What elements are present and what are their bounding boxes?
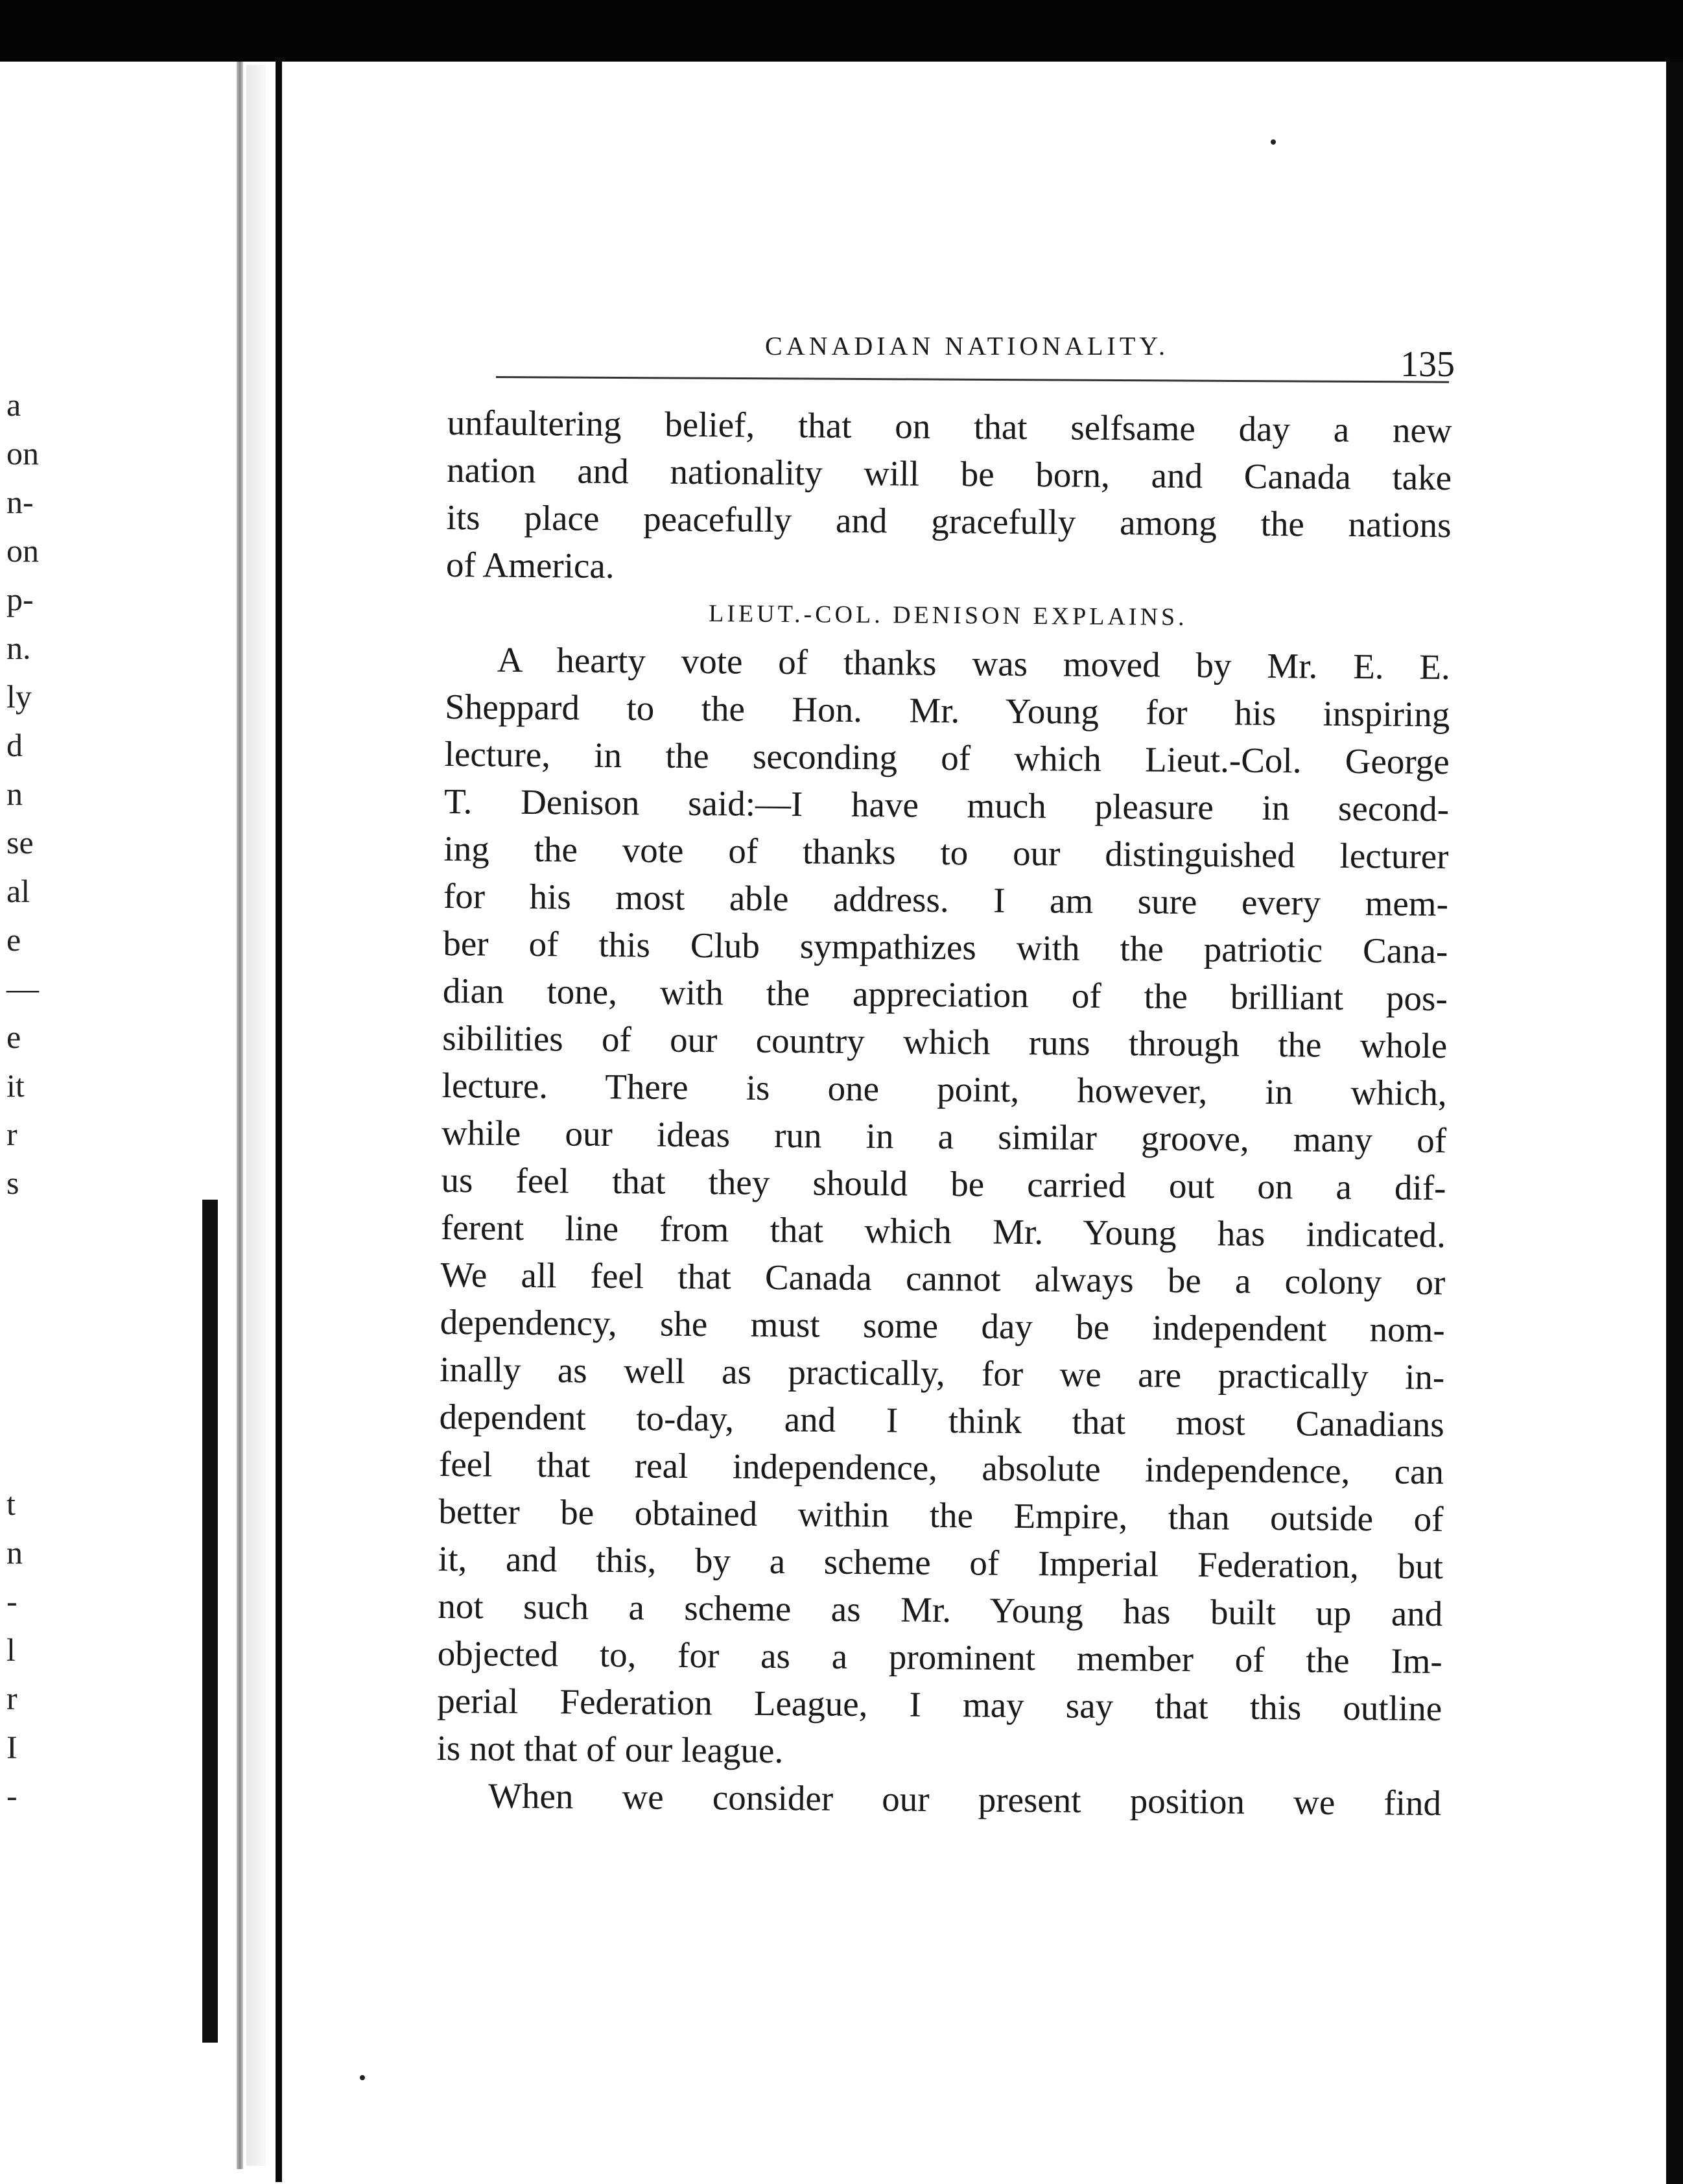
gutter-shadow (246, 65, 266, 2166)
scan-border-top (0, 0, 1683, 62)
fragment: r (6, 1116, 18, 1152)
text-line: We all feel that Canada cannot always be a colony or (440, 1254, 1446, 1303)
ink-speck (1271, 139, 1276, 145)
fragment: e (6, 1019, 21, 1055)
fragment: se (6, 824, 34, 861)
fragment: n (6, 1534, 23, 1571)
fragment: p- (6, 581, 34, 617)
running-head: CANADIAN NATIONALITY. (765, 331, 1169, 361)
text-line: is not that of our league. (436, 1727, 784, 1771)
fragment: r (6, 1680, 18, 1716)
scan-border-right (1666, 62, 1683, 2184)
text-line: nation and nationality will be born, and Canada take (446, 449, 1452, 498)
text-line: T. Denison said:—I have much pleasure in second- (443, 781, 1450, 829)
text-line: of America. (445, 544, 615, 586)
text-line: better be obtained within the Empire, than outside of (438, 1491, 1444, 1539)
fragment: — (6, 970, 39, 1006)
binding-shadow (202, 1200, 218, 2043)
text-line: dian tone, with the appreciation of the brilliant pos- (442, 970, 1448, 1019)
fragment: al (6, 873, 30, 909)
text-line: it, and this, by a scheme of Imperial Federation, but (438, 1538, 1444, 1587)
section-heading: LIEUT.-COL. DENISON EXPLAINS. (708, 600, 1188, 631)
fragment: s (6, 1165, 19, 1201)
page-edge (276, 58, 282, 2182)
fragment: on (6, 532, 39, 569)
text-line: inally as well as practically, for we are practically in- (440, 1349, 1445, 1397)
text-line: for his most able address. I am sure every mem- (443, 875, 1449, 924)
text-line: lecture, in the seconding of which Lieut.-Col. George (444, 733, 1450, 782)
fragment: l (6, 1632, 16, 1668)
fragment: on (6, 435, 39, 471)
fragment: n (6, 776, 23, 812)
page-body (436, 399, 1452, 1827)
fragment: t (6, 1486, 16, 1522)
text-line: lecture. There is one point, however, in which, (441, 1065, 1447, 1113)
text-line: us feel that they should be carried out on a dif- (441, 1159, 1446, 1208)
text-line: perial Federation League, I may say that this outline (436, 1680, 1442, 1729)
text-line: while our ideas run in a similar groove, many of (441, 1112, 1447, 1161)
ink-speck (360, 2075, 365, 2080)
text-line: sibilities of our country which runs through the whole (442, 1017, 1448, 1066)
text-line: Sheppard to the Hon. Mr. Young for his inspiring (445, 686, 1450, 735)
text-line: ber of this Club sympathizes with the patriotic Cana- (443, 923, 1448, 971)
fragment: - (6, 1777, 18, 1814)
fragment: e (6, 921, 21, 958)
fragment: I (6, 1729, 18, 1765)
fragment: n- (6, 484, 34, 520)
text-line: objected to, for as a prominent member of the Im- (437, 1633, 1442, 1681)
facing-page (0, 62, 204, 2184)
fragment: d (6, 727, 23, 763)
fragment: a (6, 386, 21, 423)
fragment: it (6, 1067, 25, 1104)
page-number: 135 (1400, 344, 1455, 385)
fragment: - (6, 1583, 18, 1619)
text-line: feel that real independence, absolute independence, can (438, 1443, 1444, 1492)
text-line: unfaultering belief, that on that selfsame day a new (447, 402, 1452, 451)
text-line: ing the vote of thanks to our distinguished lecturer (443, 828, 1449, 877)
text-line: its place peacefully and gracefully among the nations (446, 497, 1452, 545)
text-line: dependency, she must some day be independent nom- (440, 1301, 1446, 1350)
fragment: n. (6, 630, 31, 666)
text-line: ferent line from that which Mr. Young has indicated. (440, 1207, 1446, 1255)
text-line: not such a scheme as Mr. Young has built up and (438, 1585, 1443, 1634)
text-line: dependent to-day, and I think that most Canadians (439, 1396, 1444, 1445)
binding-stitch (237, 62, 243, 2169)
text-line: When we consider our present position we find (488, 1775, 1442, 1823)
fragment: ly (6, 678, 32, 715)
text-line: A hearty vote of thanks was moved by Mr. E. E. (497, 639, 1451, 687)
